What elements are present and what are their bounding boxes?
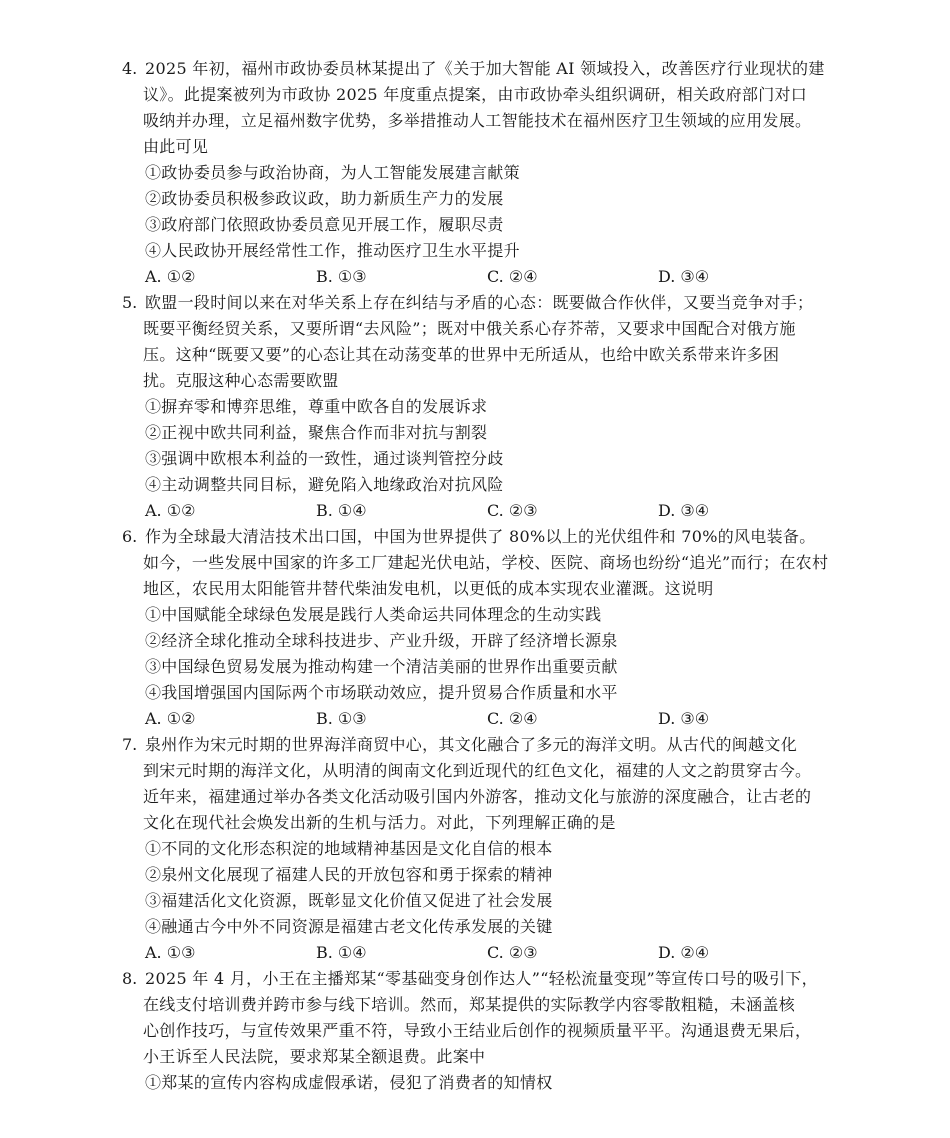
statement: ④融通古今中外不同资源是福建古老文化传承发展的关键 [145,917,553,936]
option-b: B. ①④ [316,501,367,520]
question-stem-line: 在线支付培训费并跨市参与线下培训。然而，郑某提供的实际教学内容零散粗糙，未涵盖核 [143,995,796,1014]
statement: ④人民政协开展经常性工作，推动医疗卫生水平提升 [145,241,520,260]
statement: ①不同的文化形态积淀的地域精神基因是文化自信的根本 [145,839,553,858]
option-a: A. ①② [145,267,196,286]
question-stem-line: 近年来，福建通过举办各类文化活动吸引国内外游客，推动文化与旅游的深度融合，让古老的 [143,787,812,806]
question-stem-line: 地区，农民用太阳能管井替代柴油发电机，以更低的成本实现农业灌溉。这说明 [143,579,714,598]
question-stem-line: 心创作技巧，与宣传效果严重不符，导致小王结业后创作的视频质量平平。沟通退费无果后， [143,1021,812,1040]
question-stem-line: 作为全球最大清洁技术出口国，中国为世界提供了 80%以上的光伏组件和 70%的风电装备。 [145,527,816,546]
statement: ④我国增强国内国际两个市场联动效应，提升贸易合作质量和水平 [145,683,618,702]
option-b: B. ①③ [316,709,367,728]
statement: ②经济全球化推动全球科技进步、产业升级，开辟了经济增长源泉 [145,631,618,650]
question-number: 7. [122,735,138,754]
question-number: 8. [122,969,138,988]
option-c: C. ②③ [487,943,538,962]
option-d: D. ②④ [658,943,710,962]
question-stem-line: 文化在现代社会焕发出新的生机与活力。对此，下列理解正确的是 [143,813,616,832]
statement: ②政协委员积极参政议政，助力新质生产力的发展 [145,189,504,208]
statement: ③强调中欧根本利益的一致性，通过谈判管控分歧 [145,449,504,468]
question-number: 5. [122,293,138,312]
question-stem-line: 议》。此提案被列为市政协 2025 年度重点提案，由市政协牵头组织调研，相关政府部门对口 [143,85,808,104]
question-stem-line: 小王诉至人民法院，要求郑某全额退费。此案中 [143,1047,486,1066]
question-stem-line: 欧盟一段时间以来在对华关系上存在纠结与矛盾的心态：既要做合作伙伴，又要当竞争对手； [145,293,814,312]
question-stem-line: 扰。克服这种心态需要欧盟 [143,371,339,390]
option-d: D. ③④ [658,709,710,728]
option-c: C. ②③ [487,501,538,520]
question-number: 4. [122,59,138,78]
question-stem-line: 如今，一些发展中国家的许多工厂建起光伏电站，学校、医院、商场也纷纷“追光”而行；在农村 [143,553,829,572]
statement: ③福建活化文化资源，既彰显文化价值又促进了社会发展 [145,891,553,910]
option-a: A. ①② [145,709,196,728]
question-stem-line: 压。这种“既要又要”的心态让其在动荡变革的世界中无所适从，也给中欧关系带来许多困 [143,345,780,364]
option-c: C. ②④ [487,709,538,728]
question-stem-line: 由此可见 [143,137,209,156]
question-stem-line: 既要平衡经贸关系，又要所谓“去风险”；既对中俄关系心存芥蒂，又要求中国配合对俄方施 [143,319,796,338]
statement: ③中国绿色贸易发展为推动构建一个清洁美丽的世界作出重要贡献 [145,657,618,676]
question-stem-line: 泉州作为宋元时期的世界海洋商贸中心，其文化融合了多元的海洋文明。从古代的闽越文化 [145,735,798,754]
question-number: 6. [122,527,138,546]
option-b: B. ①④ [316,943,367,962]
option-d: D. ③④ [658,501,710,520]
option-a: A. ①③ [145,943,196,962]
option-b: B. ①③ [316,267,367,286]
option-d: D. ③④ [658,267,710,286]
option-c: C. ②④ [487,267,538,286]
question-stem-line: 2025 年初，福州市政协委员林某提出了《关于加大智能 AI 领域投入，改善医疗行业现状的建 [145,59,825,78]
question-stem-line: 到宋元时期的海洋文化，从明清的闽南文化到近现代的红色文化，福建的人文之韵贯穿古今。 [143,761,812,780]
statement: ①摒弃零和博弈思维，尊重中欧各自的发展诉求 [145,397,488,416]
statement: ②泉州文化展现了福建人民的开放包容和勇于探索的精神 [145,865,553,884]
statement: ③政府部门依照政协委员意见开展工作，履职尽责 [145,215,504,234]
statement: ①政协委员参与政治协商，为人工智能发展建言献策 [145,163,520,182]
statement: ②正视中欧共同利益，聚焦合作而非对抗与割裂 [145,423,488,442]
statement: ①郑某的宣传内容构成虚假承诺，侵犯了消费者的知情权 [145,1073,553,1092]
option-a: A. ①② [145,501,196,520]
statement: ④主动调整共同目标，避免陷入地缘政治对抗风险 [145,475,504,494]
question-stem-line: 2025 年 4 月，小王在主播郑某“零基础变身创作达人”“轻松流量变现”等宣传口号的吸引下， [145,969,818,988]
question-stem-line: 吸纳并办理，立足福州数字优势，多举措推动人工智能技术在福州医疗卫生领域的应用发展。 [143,111,812,130]
statement: ①中国赋能全球绿色发展是践行人类命运共同体理念的生动实践 [145,605,602,624]
